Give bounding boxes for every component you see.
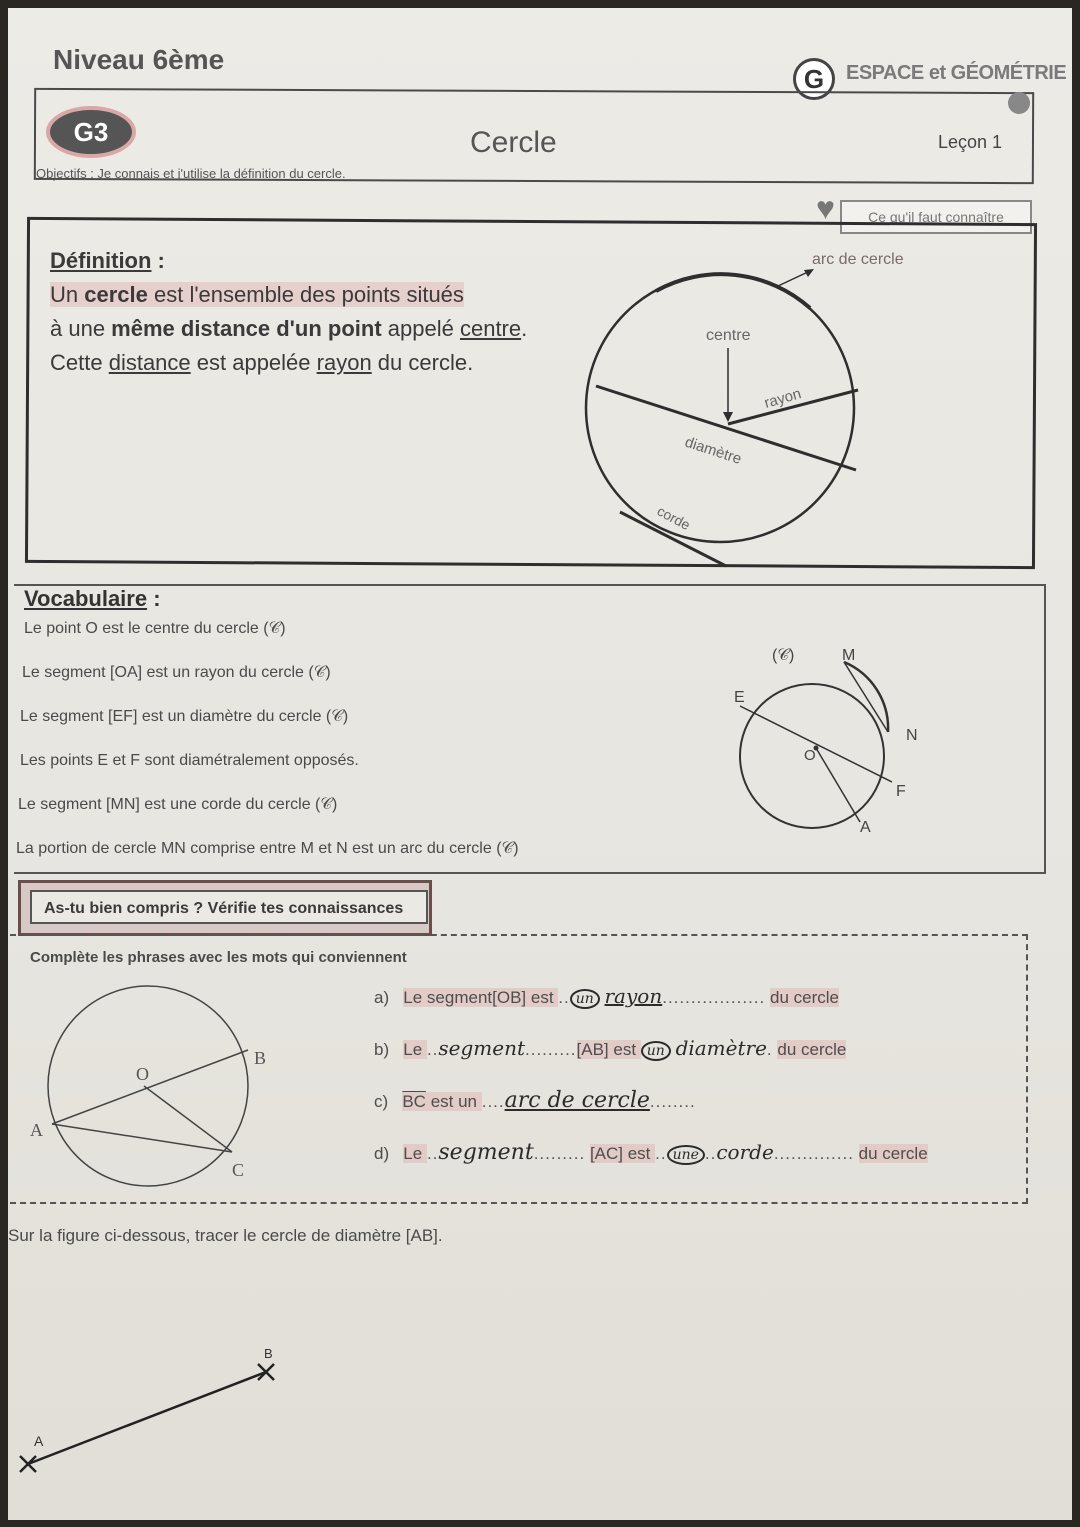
level-label: Niveau 6ème (53, 44, 225, 75)
vocab-line-6: La portion de cercle MN comprise entre M et N est un arc du cercle (𝒞) (16, 840, 519, 857)
label-diametre: diamètre (682, 433, 744, 468)
def-l1-a: Un (50, 282, 85, 307)
label-point-a: A (34, 1433, 44, 1449)
vocab-label-a: A (860, 819, 871, 836)
vocab-label-e: E (734, 689, 745, 706)
label-centre: centre (706, 327, 751, 344)
fill-row-a: a) Le segment[OB] est .. un rayon.................. du cercle (374, 984, 839, 1008)
check-label-a: A (30, 1120, 43, 1140)
vocab-radius-oa (816, 748, 860, 822)
def-l3-d: rayon (316, 350, 372, 375)
definition-line-2 (50, 312, 527, 346)
domain-letter: G (803, 64, 825, 94)
vocabulary-heading: Vocabulaire (24, 586, 148, 611)
def-l2-a: à une (50, 316, 112, 341)
fill-b-answer-article: un (641, 1041, 671, 1061)
vocab-label-f: F (896, 783, 906, 800)
domain-title: ESPACE et GÉOMÉTRIE (846, 62, 1067, 84)
vocabulary-figure (720, 636, 930, 836)
fill-d-answer-1: segment (438, 1140, 534, 1165)
definition-heading-colon: : (151, 248, 165, 273)
vocab-diameter-ef (740, 706, 892, 782)
fill-c-middle: est un (425, 1092, 482, 1111)
vocab-line-5: Le segment [MN] est une corde du cercle (𝒞) (18, 796, 338, 813)
label-rayon: rayon (762, 385, 804, 412)
fill-d-answer-2: corde (716, 1140, 774, 1164)
fill-b-answer-2: diamètre (675, 1036, 767, 1060)
def-l2-c: appelé (381, 316, 460, 341)
vocab-label-n: N (906, 727, 918, 744)
fill-a-suffix: du cercle (769, 988, 839, 1007)
fill-row-c: c) $\overline{BC}$ est un ....arc de cercle........ (374, 1088, 696, 1113)
def-l1-c: est l'ensemble des points situés (147, 282, 464, 307)
code-badge (46, 106, 136, 158)
vocabulary-heading-line (24, 586, 161, 612)
fill-d-answer-article: une (667, 1145, 705, 1165)
check-chord-ac (52, 1124, 232, 1152)
centre-arrowhead (723, 412, 733, 422)
definition-heading: Définition (50, 248, 152, 273)
fill-b-letter: b) (374, 1040, 390, 1059)
check-figure (22, 976, 282, 1198)
def-l2-d: centre (459, 316, 522, 341)
vocab-line-4: Les points E et F sont diamétralement opposés. (20, 752, 359, 769)
fill-c-arc-symbol: $\overline{BC}$ (402, 1092, 426, 1111)
lesson-label: Leçon 1 (938, 132, 1003, 152)
vocab-line-2: Le segment [OA] est un rayon du cercle (𝒞) (22, 664, 331, 681)
segment-ab (28, 1372, 266, 1464)
fill-b-suffix: du cercle (777, 1040, 847, 1059)
def-l1-b: cercle (84, 282, 148, 307)
objective-text: : Je connais et j'utilise la définition du cercle. (86, 166, 346, 181)
definition-text (50, 244, 527, 380)
definition-figure (578, 236, 904, 566)
fill-b-prefix: Le (403, 1040, 427, 1059)
check-label-o: O (136, 1064, 149, 1084)
vocab-line-1: Le point O est le centre du cercle (𝒞) (24, 620, 286, 637)
def-l2-b: même distance d'un point (111, 316, 382, 341)
vocab-label-o: O (804, 747, 816, 764)
fill-b-answer-1: segment (438, 1036, 526, 1060)
definition-line-3 (50, 346, 527, 380)
check-banner-label: As-tu bien compris ? Vérifie tes connaissances (44, 900, 404, 917)
vocab-line-3: Le segment [EF] est un diamètre du cercle (𝒞) (20, 708, 349, 725)
code-label: G3 (73, 117, 109, 147)
arc-pointer (778, 271, 810, 286)
header-knob (1008, 92, 1030, 114)
vocabulary-heading-colon: : (147, 586, 161, 611)
def-l3-e: du cercle. (371, 350, 474, 375)
page-title: Cercle (470, 126, 557, 159)
label-arc: arc de cercle (812, 251, 904, 268)
check-label-c: C (232, 1160, 245, 1180)
def-l3-b: distance (108, 350, 191, 375)
exercise-figure (8, 1338, 298, 1478)
fill-c-letter: c) (374, 1092, 389, 1111)
fill-a-prefix: Le segment[OB] est (403, 988, 559, 1007)
fill-b-middle: [AB] est (576, 1040, 641, 1059)
check-radius-ob (144, 1086, 232, 1152)
worksheet-page (8, 8, 1072, 1520)
check-diameter-ab (52, 1050, 248, 1124)
fill-c-answer: arc de cercle (504, 1088, 650, 1113)
definition-line-1 (50, 278, 527, 312)
vocab-label-c: (𝒞) (772, 647, 795, 664)
def-l3-c: est appelée (190, 350, 317, 375)
arc-highlight (656, 274, 810, 308)
check-circle (48, 986, 248, 1186)
fill-d-suffix: du cercle (858, 1144, 928, 1163)
fill-a-letter: a) (374, 988, 390, 1007)
exercise-instruction: Sur la figure ci-dessous, tracer le cercle de diamètre [AB]. (8, 1226, 443, 1245)
label-point-b: B (264, 1346, 273, 1361)
fill-d-letter: d) (374, 1144, 390, 1163)
fill-d-prefix: Le (403, 1144, 427, 1163)
heart-icon: ♥ (816, 190, 835, 226)
def-l3-a: Cette (50, 350, 109, 375)
knowledge-tag-label: Ce qu'il faut connaître (868, 209, 1004, 225)
definition-heading-line (50, 244, 527, 278)
vocab-label-m: M (842, 647, 856, 664)
check-instruction: Complète les phrases avec les mots qui conviennent (30, 949, 407, 966)
fill-d-middle: [AC] est (589, 1144, 656, 1163)
def-l2-e: . (521, 316, 528, 341)
fill-a-answer-article: un (570, 989, 600, 1009)
label-corde: corde (654, 502, 694, 534)
fill-row-b: b) Le ..segment.........[AB] est un diamètre. du cercle (374, 1036, 847, 1060)
fill-row-d: d) Le ..segment......... [AC] est .. une ..corde.............. du cercle (374, 1140, 928, 1165)
objective-line (36, 166, 346, 181)
check-label-b: B (254, 1048, 267, 1068)
definition-circle (586, 274, 854, 542)
objective-label: Objectifs (36, 166, 87, 181)
fill-a-answer-word: rayon (604, 984, 663, 1008)
check-banner-inner (30, 890, 428, 924)
